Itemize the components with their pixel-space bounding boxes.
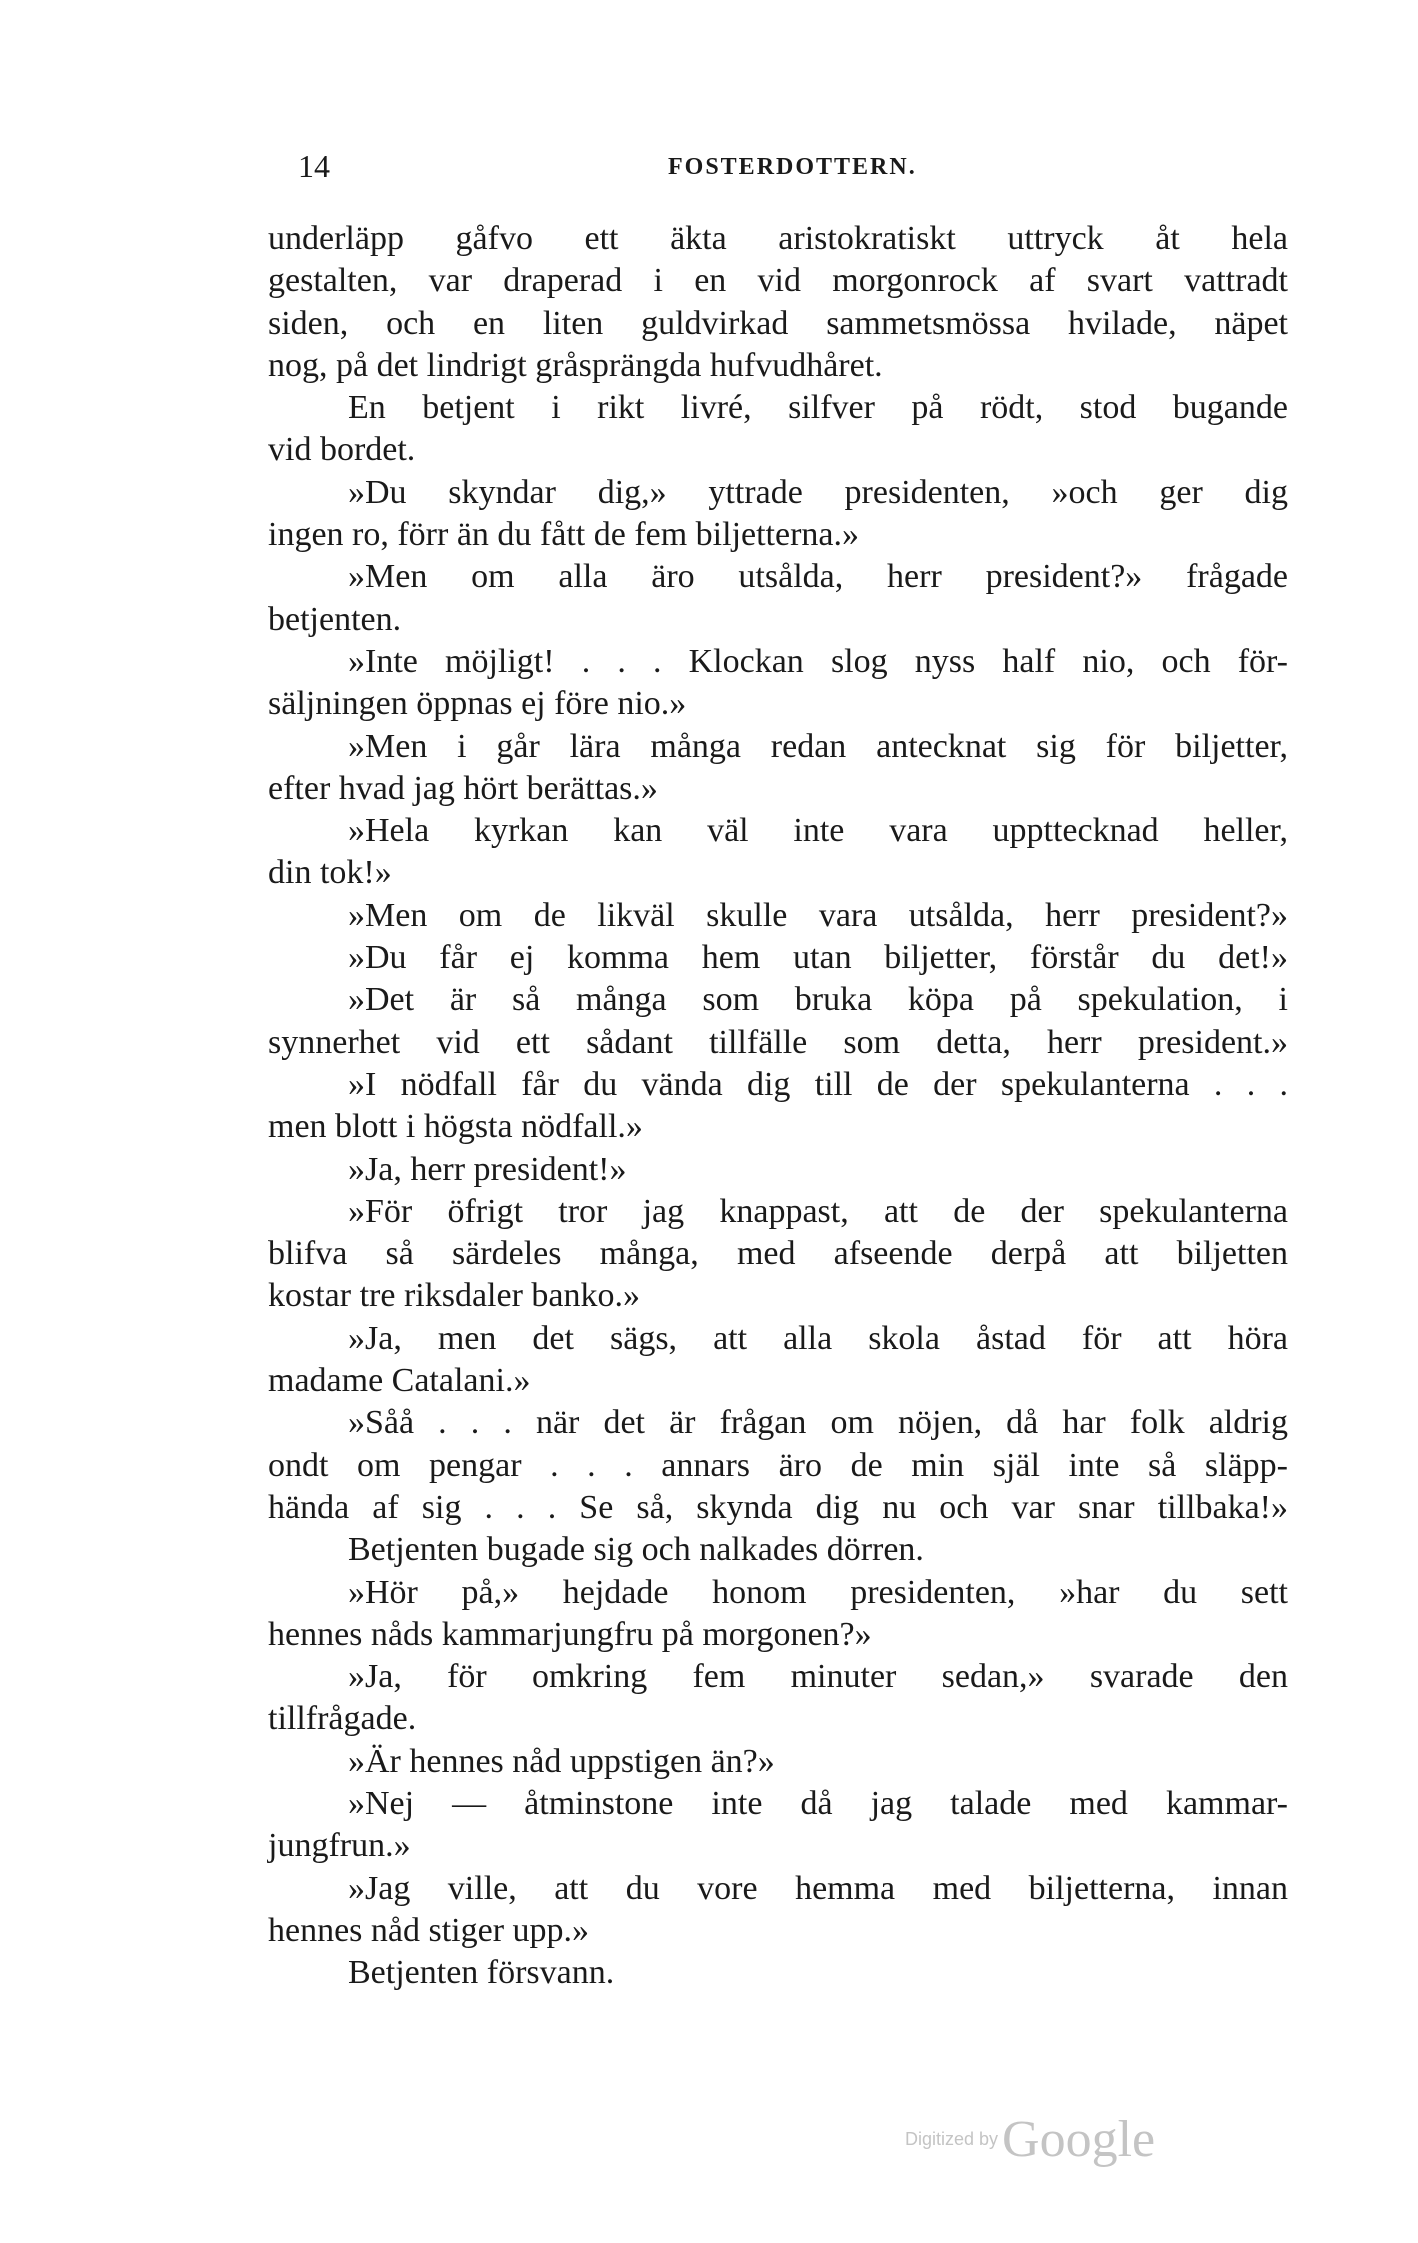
text-line: hennes nåds kammarjungfru på morgonen?»	[268, 1615, 872, 1653]
text-line: »Men om alla äro utsålda, herr president?» frågade	[348, 558, 1288, 596]
text-line: »Du skyndar dig,» yttrade presidenten, »och ger dig	[348, 473, 1288, 511]
text-line: »I nödfall får du vända dig till de der spekulanterna . . .	[348, 1065, 1288, 1103]
body-text	[268, 218, 1288, 1994]
text-line: »Är hennes nåd uppstigen än?»	[348, 1742, 775, 1780]
text-line: gestalten, var draperad i en vid morgonrock af svart vattradt	[268, 262, 1288, 300]
text-line: vid bordet.	[268, 431, 416, 469]
text-line: betjenten.	[268, 600, 402, 638]
text-line: tillfrågade.	[268, 1700, 417, 1738]
text-line: »Ja, men det sägs, att alla skola åstad för att höra	[348, 1319, 1288, 1357]
text-line: En betjent i rikt livré, silfver på rödt, stod bugande	[348, 389, 1288, 427]
text-line: din tok!»	[268, 854, 392, 892]
text-line: kostar tre riksdaler banko.»	[268, 1277, 640, 1315]
text-line: blifva så särdeles många, med afseende derpå att biljetten	[268, 1235, 1288, 1273]
text-line: efter hvad jag hört berättas.»	[268, 769, 658, 807]
text-line: Betjenten försvann.	[348, 1954, 615, 1992]
text-line: underläpp gåfvo ett äkta aristokratiskt uttryck åt hela	[268, 220, 1288, 257]
text-line: madame Catalani.»	[268, 1362, 531, 1400]
text-line: »Hör på,» hejdade honom presidenten, »har du sett	[348, 1573, 1288, 1611]
text-line: »Ja, för omkring fem minuter sedan,» svarade den	[348, 1658, 1288, 1696]
page-number: 14	[298, 148, 330, 184]
text-line: »Men i går lära många redan antecknat sig för biljetter,	[348, 727, 1288, 765]
text-line: »Du får ej komma hem utan biljetter, förstår du det!»	[348, 939, 1288, 977]
text-line: siden, och en liten guldvirkad sammetsmössa hvilade, näpet	[268, 304, 1288, 342]
text-line: men blott i högsta nödfall.»	[268, 1108, 643, 1146]
text-line: Betjenten bugade sig och nalkades dörren.	[348, 1531, 924, 1569]
text-line: säljningen öppnas ej före nio.»	[268, 685, 687, 723]
text-line: »Jag ville, att du vore hemma med biljetterna, innan	[348, 1869, 1288, 1907]
text-line: hennes nåd stiger upp.»	[268, 1911, 590, 1949]
text-line: »Inte möjligt! . . . Klockan slog nyss half nio, och för-	[348, 642, 1288, 680]
text-line: »Det är så många som bruka köpa på spekulation, i	[348, 981, 1288, 1019]
text-line: »För öfrigt tror jag knappast, att de der spekulanterna	[348, 1192, 1288, 1230]
digitized-watermark	[905, 2110, 1235, 2170]
text-line: hända af sig . . . Se så, skynda dig nu och var snar tillbaka!»	[268, 1488, 1288, 1526]
text-line: jungfrun.»	[268, 1827, 411, 1865]
text-line: »Nej — åtminstone inte då jag talade med kammar-	[348, 1784, 1288, 1822]
text-line: ingen ro, förr än du fått de fem biljetterna.»	[268, 516, 859, 554]
text-line: »Hela kyrkan kan väl inte vara uppttecknad heller,	[348, 812, 1288, 850]
running-title: FOSTERDOTTERN.	[668, 154, 917, 180]
running-head	[268, 148, 1288, 188]
text-line: »Ja, herr president!»	[348, 1150, 627, 1188]
text-line: nog, på det lindrigt gråsprängda hufvudhåret.	[268, 346, 883, 384]
text-line: ondt om pengar . . . annars äro de min själ inte så släpp-	[268, 1446, 1288, 1484]
text-line: »Men om de likväl skulle vara utsålda, herr president?»	[348, 896, 1288, 934]
text-line: »Såå . . . när det är frågan om nöjen, då har folk aldrig	[348, 1404, 1288, 1442]
watermark-prefix: Digitized by	[905, 2129, 999, 2149]
text-line: synnerhet vid ett sådant tillfälle som detta, herr president.»	[268, 1023, 1288, 1061]
watermark-brand: Google	[1002, 2111, 1156, 2168]
